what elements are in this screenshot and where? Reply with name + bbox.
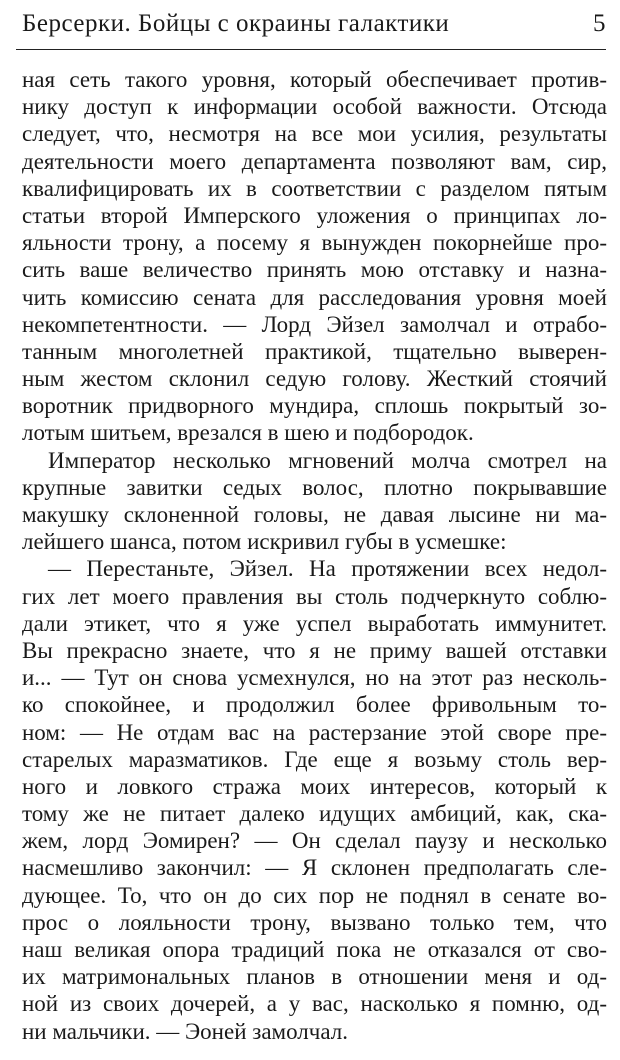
text-line: яльности трону, а посему я вынужден покорнейше про- xyxy=(22,230,607,256)
text-line: ной из своих дочерей, а у вас, насколько я помню, од- xyxy=(22,991,607,1017)
text-line: макушку склоненной головы, не давая лысине ни ма- xyxy=(22,502,607,527)
text-line: деятельности моего департамента позволяют вам, сир, xyxy=(22,148,607,174)
text-line: старелых маразматиков. Где еще я возьму столь вер- xyxy=(22,746,607,772)
text-line: прос о лояльности трону, вызвано только тем, что xyxy=(22,909,607,935)
text-line: сить ваше величество принять мою отставку и назна- xyxy=(22,257,607,283)
text-line: насмешливо закончил: — Я склонен предполагать сле- xyxy=(22,855,607,881)
page-number: 5 xyxy=(593,10,606,37)
running-head-title: Берсерки. Бойцы с окраины галактики xyxy=(22,10,450,37)
text-line: и... — Тут он снова усмехнулся, но на этот раз несколь- xyxy=(22,665,607,691)
text-line: наш великая опора традиций пока не отказался от сво- xyxy=(22,937,607,962)
text-line: квалифицировать их в соответствии с разделом пятым xyxy=(22,175,607,201)
text-line: нику доступ к информации особой важности. Отсюда xyxy=(22,94,607,120)
text-line: ко спокойнее, и продолжил более фривольным то- xyxy=(22,692,607,718)
text-line: Император несколько мгновений молча смотрел на xyxy=(48,447,607,473)
text-line: ная сеть такого уровня, который обеспечивает против- xyxy=(22,67,607,92)
text-line: Вы прекрасно знаете, что я не приму вашей отставки xyxy=(22,637,607,663)
text-line: ни мальчики. — Эоней замолчал. xyxy=(22,1018,348,1044)
text-line: ного и ловкого стража моих интересов, который к xyxy=(22,773,607,799)
text-line: гих лет моего правления вы столь подчеркнуто соблю- xyxy=(22,583,607,609)
text-line: их матримональных планов в отношении меня и од- xyxy=(22,964,607,990)
text-line: танным многолетней практикой, тщательно выверен- xyxy=(22,338,607,364)
text-line: жем, лорд Эомирен? — Он сделал паузу и несколько xyxy=(22,828,607,854)
paragraph xyxy=(22,447,607,556)
text-line: тому же не питает далеко идущих амбиций, как, ска- xyxy=(22,801,607,827)
text-line: статьи второй Имперского уложения о принципах ло- xyxy=(22,202,607,228)
text-line: дующее. То, что он до сих пор не поднял в сенате во- xyxy=(22,882,607,908)
paragraph xyxy=(22,555,607,1044)
text-line: крупные завитки седых волос, плотно покрывавшие xyxy=(22,474,607,500)
text-line: лотым шитьем, врезался в шею и подбородок. xyxy=(22,420,474,446)
text-line: ном: — Не отдам вас на растерзание этой своре пре- xyxy=(22,719,607,745)
text-line: некомпетентности. — Лорд Эйзел замолчал и отрабо- xyxy=(22,311,607,337)
text-line: воротник придворного мундира, сплошь покрытый зо- xyxy=(22,393,607,419)
text-line: лейшего шанса, потом искривил губы в усмешке: xyxy=(22,529,507,555)
text-line: следует, что, несмотря на все мои усилия, результаты xyxy=(22,121,607,147)
body-text xyxy=(22,66,607,1045)
text-line: — Перестаньте, Эйзел. На протяжении всех недол- xyxy=(48,556,607,582)
text-line: чить комиссию сената для расследования уровня моей xyxy=(22,284,607,310)
header-rule xyxy=(16,49,606,50)
text-line: дали этикет, что я уже успел выработать иммунитет. xyxy=(22,610,607,636)
paragraph xyxy=(22,66,607,447)
running-head xyxy=(22,10,606,44)
text-line: ным жестом склонил седую голову. Жесткий стоячий xyxy=(22,366,607,392)
